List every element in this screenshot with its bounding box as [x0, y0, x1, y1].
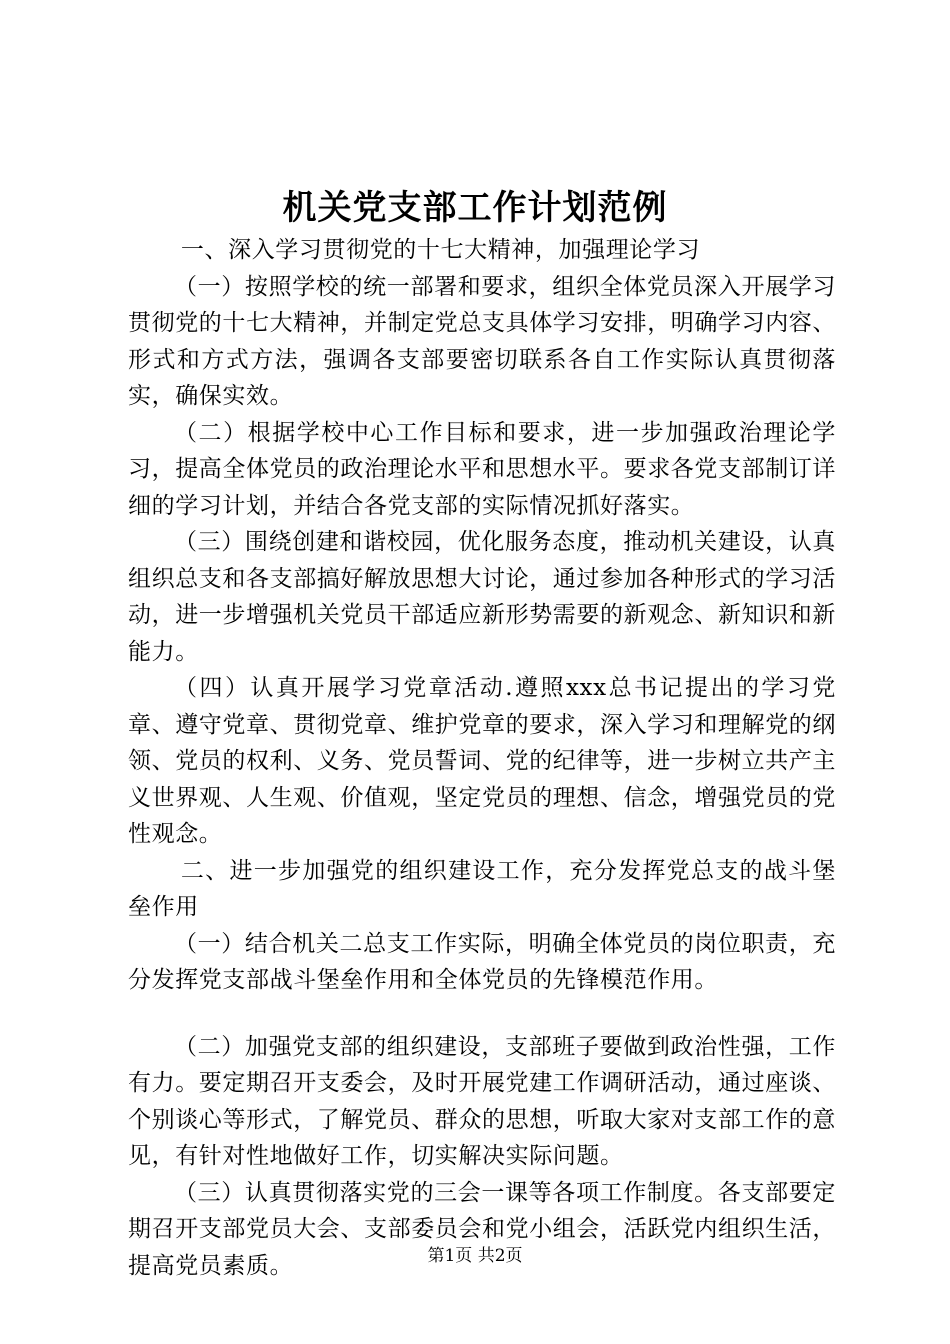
section-heading-1: 一、深入学习贯彻党的十七大精神，加强理论学习	[180, 237, 701, 263]
section-heading-2: 二、进一步加强党的组织建设工作，充分发挥党总支的战斗堡垒作用	[128, 857, 836, 920]
page-footer: 第1页 共2页	[427, 1246, 523, 1266]
paragraph-1-1: （一）按照学校的统一部署和要求，组织全体党员深入开展学习贯彻党的十七大精神，并制定党总支具体学习安排，明确学习内容、形式和方式方法，强调各支部要密切联系各自工作实际认真贯彻落实，确保实效。	[128, 273, 836, 409]
paragraph-2-3: （三）认真贯彻落实党的三会一课等各项工作制度。各支部要定期召开支部党员大会、支部委员会和党小组会，活跃党内组织生活，提高党员素质。	[128, 1179, 836, 1279]
paragraph-1-4: （四）认真开展学习党章活动.遵照xxx总书记提出的学习党章、遵守党章、贯彻党章、维护党章的要求，深入学习和理解党的纲领、党员的权利、义务、党员誓词、党的纪律等，进一步树立共产主义世界观、人生观、价值观，坚定党员的理想、信念，增强党员的党性观念。	[128, 675, 836, 847]
paragraph-2-1: （一）结合机关二总支工作实际，明确全体党员的岗位职责，充分发挥党支部战斗堡垒作用和全体党员的先锋模范作用。	[128, 930, 836, 993]
document-title: 机关党支部工作计划范例	[282, 188, 668, 228]
paragraph-1-3: （三）围绕创建和谐校园，优化服务态度，推动机关建设，认真组织总支和各支部搞好解放思想大讨论，通过参加各种形式的学习活动，进一步增强机关党员干部适应新形势需要的新观念、新知识和新能力。	[128, 529, 836, 665]
document-body	[128, 232, 836, 1284]
paragraph-2-2: （二）加强党支部的组织建设，支部班子要做到政治性强，工作有力。要定期召开支委会，及时开展党建工作调研活动，通过座谈、个别谈心等形式，了解党员、群众的思想，听取大家对支部工作的意见，有针对性地做好工作，切实解决实际问题。	[128, 1033, 836, 1169]
paragraph-1-2: （二）根据学校中心工作目标和要求，进一步加强政治理论学习，提高全体党员的政治理论水平和思想水平。要求各党支部制订详细的学习计划，并结合各党支部的实际情况抓好落实。	[128, 419, 836, 519]
